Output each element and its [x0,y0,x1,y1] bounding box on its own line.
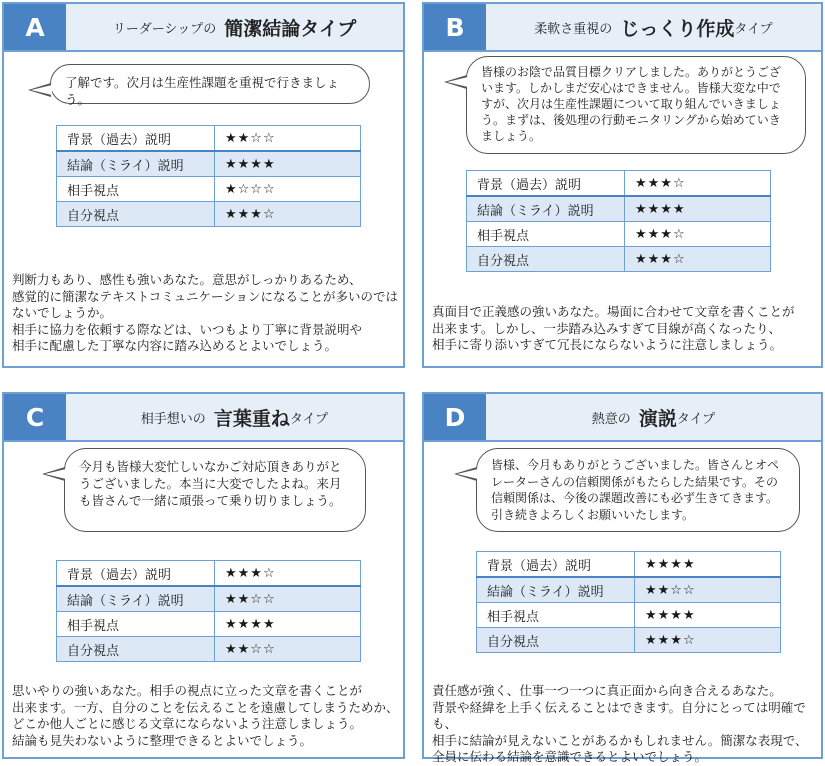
rating-stars: ★★★★ [215,612,361,637]
rating-row [57,202,361,227]
rating-table [56,125,361,227]
rating-row [467,247,771,272]
rating-row [57,126,361,152]
rating-row [57,177,361,202]
rating-row [477,603,781,628]
rating-row [467,196,771,222]
rating-label: 相手視点 [477,603,635,628]
rating-row [57,586,361,612]
card-title [486,4,821,50]
rating-stars: ★★★☆ [215,202,361,227]
card-b [422,2,823,368]
speech-bubble [50,64,370,107]
rating-label: 相手視点 [57,177,215,202]
rating-row [57,561,361,587]
rating-label: 背景（過去）説明 [467,171,625,197]
rating-stars: ★★★☆ [215,561,361,587]
rating-label: 相手視点 [57,612,215,637]
rating-row [57,637,361,662]
rating-stars: ★★☆☆ [215,637,361,662]
rating-stars: ★☆☆☆ [215,177,361,202]
bubble-text: 了解です。次月は生産性課題を重視で行きましょう。 [65,75,340,107]
card-header [424,394,821,442]
rating-label: 背景（過去）説明 [57,126,215,152]
card-d [422,392,823,764]
title-strong: 言葉重ね [213,407,290,430]
rating-stars: ★★★☆ [625,171,771,197]
rating-label: 自分視点 [57,202,215,227]
rating-stars: ★★★★ [635,552,781,578]
rating-row [477,628,781,653]
rating-stars: ★★★★ [215,151,361,177]
card-description: 真面目で正義感の強いあなた。場面に合わせて文章を書くことが 出来ます。しかし、一歩踏み込みすぎて目線が高くなったり、 相手に寄り添いすぎて冗長にならないように注意しましょう。 [432,304,795,352]
card-description: 判断力もあり、感性も強いあなた。意思がしっかりあるため、 感覚的に簡潔なテキストコミュニケーションになることが多いのでは ないでしょうか。 相手に協力を依頼する際などは、いつもより丁寧に背景説明や 相手に配慮した丁寧な内容に踏み込めるとよいでしょう。 [12,272,399,353]
rating-stars: ★★★☆ [625,222,771,247]
speech-bubble [476,448,800,532]
rating-label: 自分視点 [57,637,215,662]
rating-label: 結論（ミライ）説明 [467,196,625,222]
rating-label: 結論（ミライ）説明 [57,586,215,612]
speech-bubble [64,448,366,532]
title-strong: 簡潔結論タイプ [224,17,357,40]
card-c [2,392,405,759]
rating-row [477,577,781,603]
rating-label: 相手視点 [467,222,625,247]
rating-stars: ★★☆☆ [215,586,361,612]
card-title [66,394,403,440]
card-description: 思いやりの強いあなた。相手の視点に立った文章を書くことが 出来ます。一方、自分のことを伝えることを遠慮してしまうためか、 どこか他人ごとに感じる文章にならないよう注意しましょう。 結論も見失わないように整理できるとよいでしょう。 [12,683,399,748]
rating-row [57,151,361,177]
title-prefix: 相手想いの [140,411,206,427]
rating-row [467,171,771,197]
card-letter: C [4,394,66,440]
bubble-text: 今月も皆様大変忙しいなかご対応頂きありがとうございました。本当に大変でしたよね。来月も皆さんで一緒に頑張って乗り切りましょう。 [79,459,342,508]
card-header [4,4,403,52]
card-header [4,394,403,442]
rating-stars: ★★★★ [625,196,771,222]
card-letter: D [424,394,486,440]
title-prefix: 熱意の [591,411,631,427]
title-strong: 演説 [638,407,677,430]
title-prefix: リーダーシップの [112,21,217,37]
rating-stars: ★★☆☆ [215,126,361,152]
rating-stars: ★★★☆ [635,628,781,653]
rating-label: 背景（過去）説明 [477,552,635,578]
card-title [486,394,821,440]
bubble-text: 皆様のお陰で品質目標クリアしました。ありがとうございます。しかしまだ安心はできません。皆様大変な中ですが、次月は生産性課題について取り組んでいきましょう。まずは、後処理の行動モニタリングから始めていきましょう。 [481,65,782,143]
card-a [2,2,405,368]
rating-stars: ★★★☆ [625,247,771,272]
card-header [424,4,821,52]
rating-label: 背景（過去）説明 [57,561,215,587]
rating-label: 自分視点 [467,247,625,272]
card-title [66,4,403,50]
rating-stars: ★★★★ [635,603,781,628]
title-suffix: タイプ [676,411,716,427]
rating-label: 自分視点 [477,628,635,653]
title-suffix: タイプ [734,21,773,37]
rating-table [476,551,781,653]
rating-label: 結論（ミライ）説明 [477,577,635,603]
rating-stars: ★★☆☆ [635,577,781,603]
title-prefix: 柔軟さ重視の [534,21,613,37]
title-suffix: タイプ [289,411,329,427]
rating-table [466,170,771,272]
rating-label: 結論（ミライ）説明 [57,151,215,177]
speech-bubble [466,56,806,154]
rating-row [467,222,771,247]
card-letter: A [4,4,66,50]
card-description: 責任感が強く、仕事一つ一つに真正面から向き合えるあなた。 背景や経緯を上手く伝えることはできます。自分にとっては明確でも、 相手に結論が見えないことがあるかもしれません。簡潔な表現で、 全員に伝わる結論を意識できるとよいでしょう。 [432,683,808,764]
rating-row [477,552,781,578]
rating-row [57,612,361,637]
title-strong: じっくり作成 [620,17,735,40]
rating-table [56,560,361,662]
card-letter: B [424,4,486,50]
bubble-text: 皆様、今月もありがとうございました。皆さんとオペレーターさんの信頼関係がもたらした結果です。その信頼関係は、今後の課題改善にも必ず生きてきます。引き続きよろしくお願いいたします。 [491,458,780,522]
